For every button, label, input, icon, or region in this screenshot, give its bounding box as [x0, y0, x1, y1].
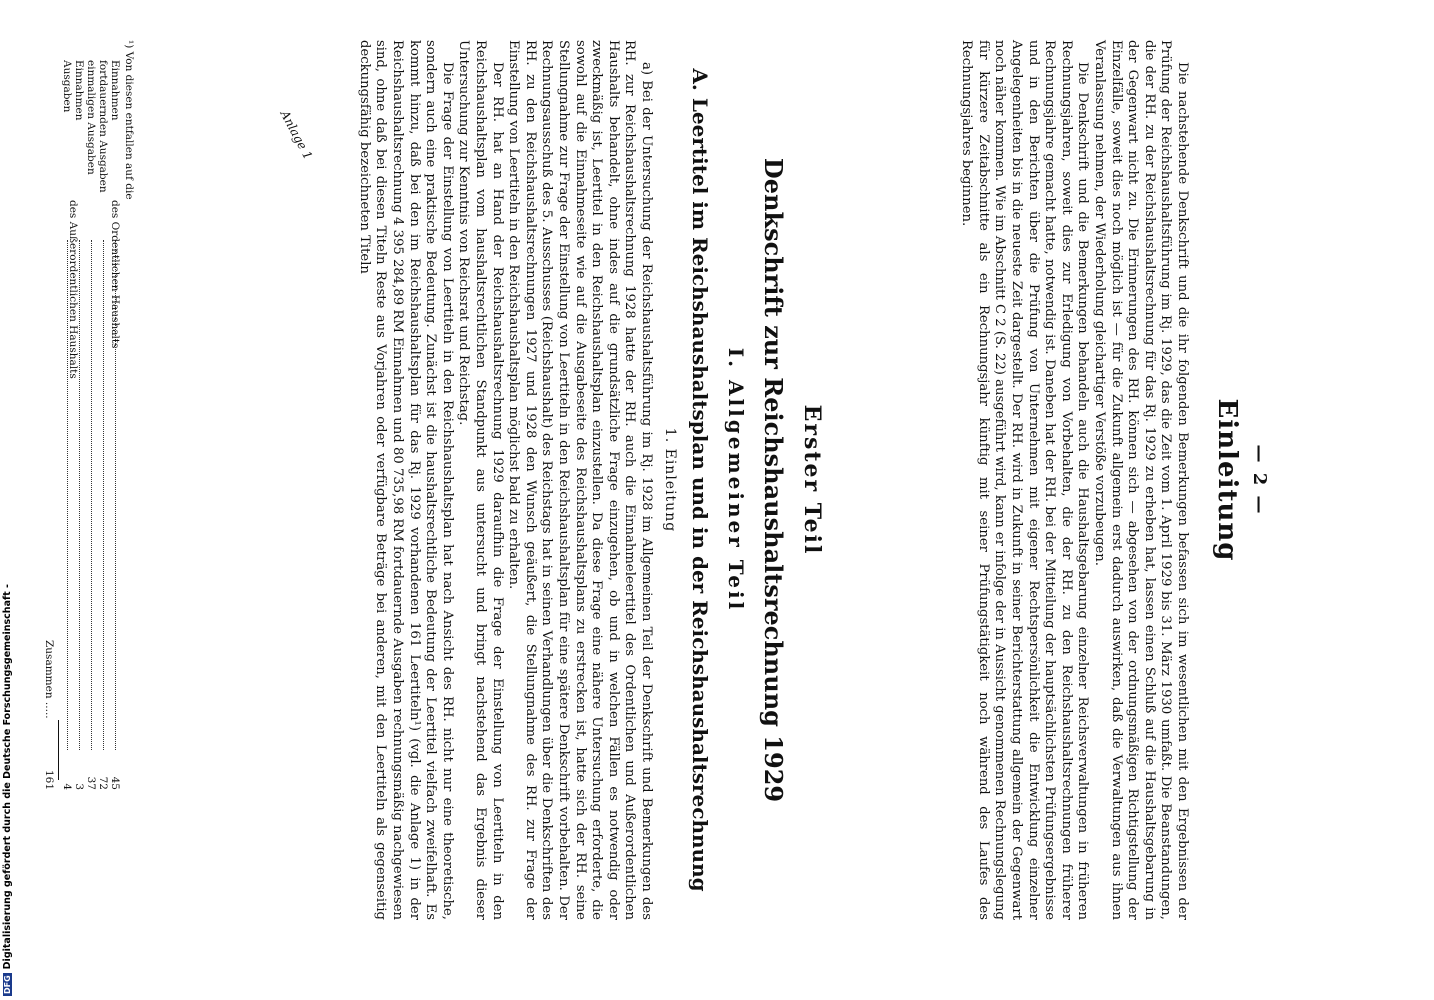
category-ordinary: des Ordentlichen Haushalts — [109, 200, 121, 349]
total-value: 161 — [43, 769, 55, 790]
intro-paragraph-1: Die nachstehende Denkschrift und die ihr folgenden Bemerkungen befassen sich im wesentlichen mit den Ergebnissen der Prüfung der Reichshaushaltsführung im Rj. 1929, das die Zeit vom 1. April 1929 bis 31. März 1930 umfaßt. Die Beanstandungen, die der RH. zu der Reichshaushaltsrechnung für das Rj. 1929 zu erheben hat, lassen einen Schluß auf die Haushaltsgebarung in der Gegenwart nicht zu. Die Erinnerungen des RH. können sich — abgesehen von der ordnungsmäßigen Richtigstellung der Einzelfälle, soweit dies noch möglich ist — für die Zukunft allgemein erst dadurch auswirken, daß die Verwaltungen aus ihnen Veranlassung nehmen, der Wiederholung gleichartiger Verstöße vorzubeugen. — [1092, 40, 1190, 920]
total-label: Zusammen ..... — [43, 640, 55, 719]
body-paragraph-2: Der RH. hat an Hand der Reichshaushaltsrechnung 1929 daraufhin die Frage der Einstellung von Leertiteln in den Reichshaushaltsplan vom haushaltsrechtlichen Standpunkt aus untersucht und bringt nachstehend das Ergebnis dieser Untersuchung zur Kenntnis von Reichsrat und Reichstag. — [456, 40, 505, 920]
digitization-footer — [2, 584, 13, 996]
dfg-logo: DFG — [3, 975, 12, 994]
total-rule — [58, 720, 59, 780]
footnote-row: einmaligen Ausgaben 37 — [85, 60, 97, 790]
body-paragraph-3: Die Frage der Einstellung von Leertiteln in den Reichshaushaltsplan hat nach Ansicht des RH. nicht nur eine theoretische, sondern auch eine praktische Bedeutung. Zunächst ist die haushaltsrechtliche Bedeutung der Leertitel vielfach zweifelhaft. Es kommt hinzu, daß bei den im Reichshaushaltsplan für das Rj. 1929 vorhandenen 161 Leertiteln¹) (vgl. die Anlage 1) in der Reichshaushaltsrechnung 4 395 284,89 RM Einnahmen und 80 735,98 RM fortdauernde Ausgaben rechnungsmäßig nachgewiesen sind, ohne daß bei diesen Titeln Reste aus Vorjahren oder verfügbare Beträge bei anderen, mit den Leertiteln als gegenseitig deckungsfähig bezeichneten Titeln — [356, 40, 455, 920]
subsection-heading: 1. Einleitung — [662, 427, 678, 533]
body-paragraph-1: a) Bei der Untersuchung der Reichshaushaltsführung im Rj. 1928 im Allgemeinen Teil der Denkschrift und Bemerkungen des RH. zur Reichshaushaltsrechnung 1928 hatte der RH. auch die Einnahmeleertitel des Ordentlichen und Außerordentlichen Haushalts behandelt, ohne indes auf die grundsätzliche Frage einzugehen, ob und in welchen Fällen es notwendig oder zweckmäßig ist, Leertitel in den Reichshaushaltsplan einzustellen. Da diese Frage eine nähere Untersuchung erforderte, die sowohl auf die Einnahmeseite wie auf die Ausgabeseite des Reichshaushaltsplans zu erstrecken ist, hatte sich der RH. seine Stellungnahme zur Frage der Einstellung von Leertiteln in den Reichshaushaltsplan für eine spätere Denkschrift vorbehalten. Der Rechnungsausschuß des 5. Ausschusses (Reichshaushalt) des Reichstags hat in seinen Verhandlungen über die Denkschriften des RH. zu den Reichshaushaltsrechnungen 1927 und 1928 den Wunsch geäußert, die Stellungnahme des RH. zur Frage der Einstellung von Leertiteln in den Reichshaushaltsplan möglichst bald zu erhalten. — [506, 40, 654, 920]
footnote-row: Einnahmen 45 — [109, 60, 121, 790]
intro-paragraph-2: Die Denkschrift und die Bemerkungen behandeln auch die Haushaltsgebarung einzelner Reichsverwaltungen in früheren Rechnungsjahren, soweit dies zur Erledigung von Vorbehalten, die der RH. zu den Reichshaushaltsrechnungen früherer Rechnungsjahre gemacht hatte, notwendig ist. Daneben hat der RH. bei der Mitteilung der hauptsächlichsten Prüfungsergebnisse und in den Berichten über die Prüfung von Unternehmen mit eigener Rechtspersönlichkeit die Entwicklung einzelner Angelegenheiten bis in die neueste Zeit dargestellt. Der RH. wird in Zukunft in seiner Berichterstattung allgemein der Gegenwart noch näher kommen. Wie im Abschnitt C 2 (S. 22) ausgeführt wird, kann er infolge der in Aussicht genommenen Rechnungslegung für kürzere Zeitabschnitte als ein Rechnungsjahr künftig mit seiner Prüfungstätigkeit noch während des Laufes des Rechnungsjahres beginnen. — [959, 40, 1091, 920]
section-general: I. Allgemeiner Teil — [724, 347, 748, 613]
section-a-heading: A. Leertitel im Reichshaushaltsplan und in der Reichshaushaltsrechnung — [688, 68, 712, 892]
margin-note: Anlage 1 — [277, 108, 316, 162]
part-title: Erster Teil — [799, 404, 825, 556]
category-extraordinary: des Außerordentlichen Haushalts — [67, 200, 79, 379]
page-heading: Einleitung — [1212, 398, 1242, 562]
footnote-row: Ausgaben 4 — [61, 60, 73, 790]
footnote-row: fortdauernden Ausgaben 72 — [97, 60, 109, 790]
rotated-page — [43, 40, 1270, 920]
document-title: Denkschrift zur Reichshaushaltsrechnung 1929 — [759, 157, 788, 803]
footnote-row: Einnahmen 3 — [73, 60, 85, 790]
body-text — [355, 40, 654, 920]
page-number: — 2 — — [1249, 444, 1270, 516]
digitization-note: Digitalisierung gefördert durch die Deutsche Forschungsgemeinschaft - — [2, 584, 13, 970]
footnote-intro: ¹) Von diesen entfallen auf die — [123, 40, 135, 200]
intro-text — [958, 40, 1190, 920]
